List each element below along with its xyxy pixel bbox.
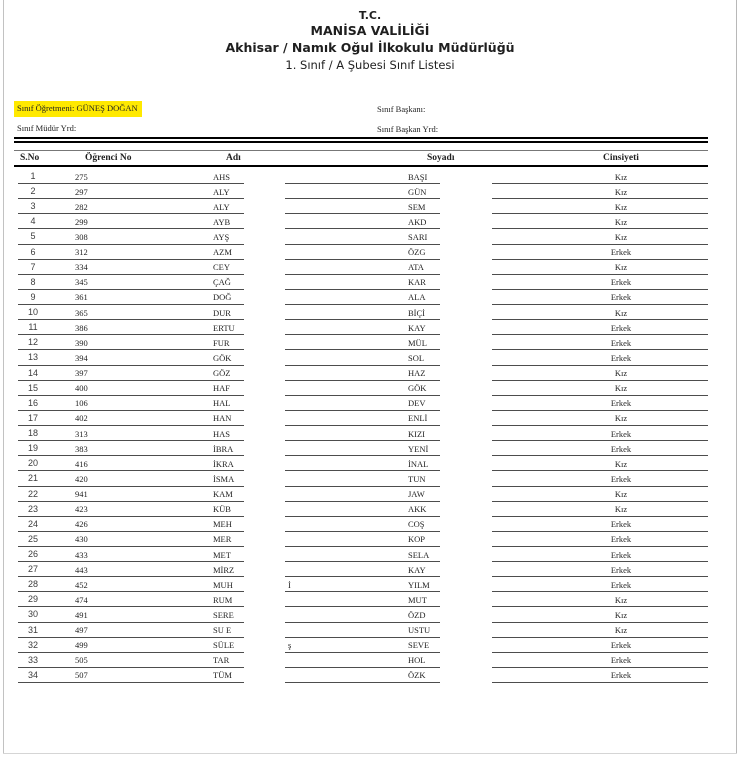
- first-name-cell: DOĞ: [213, 292, 232, 303]
- first-name-cell: MİRZ: [213, 564, 235, 575]
- table-row: [0, 441, 740, 456]
- first-name-cell: TAR: [213, 655, 230, 666]
- student-no-cell: 297: [75, 186, 88, 197]
- surname-cell: İNAL: [408, 458, 429, 469]
- table-row: [0, 592, 740, 607]
- surname-cell: AKD: [408, 216, 427, 227]
- first-name-cell: ÇAĞ: [213, 277, 231, 288]
- row-number-cell: 15: [27, 382, 38, 393]
- table-row: [0, 517, 740, 532]
- column-header-surname: Soyadı: [427, 153, 455, 163]
- row-number-cell: 8: [30, 276, 36, 287]
- gender-cell: Kız: [614, 368, 628, 379]
- gender-cell: Kız: [614, 262, 628, 273]
- governorship-title: MANİSA VALİLİĞİ: [310, 23, 430, 38]
- surname-cell: COŞ: [408, 519, 425, 530]
- student-no-cell: 499: [75, 640, 88, 651]
- row-number-cell: 20: [27, 458, 38, 469]
- first-name-cell: HAS: [213, 428, 231, 439]
- surname-cell: AKK: [408, 504, 427, 515]
- surname-cell: KOP: [408, 534, 426, 545]
- column-header-student-no: Öğrenci No: [85, 153, 132, 163]
- row-number-cell: 7: [30, 261, 36, 272]
- table-row: [0, 350, 740, 365]
- surname-cell: ÖZD: [408, 609, 426, 620]
- first-name-cell: KAM: [213, 489, 233, 500]
- table-row: [0, 471, 740, 486]
- republic-title: T.C.: [358, 9, 382, 22]
- student-no-cell: 941: [75, 489, 88, 500]
- row-number-cell: 12: [27, 337, 38, 348]
- table-row: [0, 214, 740, 229]
- first-name-cell: MET: [213, 549, 231, 560]
- surname-cell: BAŞI: [408, 171, 428, 182]
- table-row: [0, 456, 740, 471]
- first-name-cell: SÜLE: [213, 640, 235, 651]
- surname-cell: ENLİ: [408, 413, 428, 424]
- row-number-cell: 11: [28, 322, 38, 333]
- gender-cell: Erkek: [610, 352, 632, 363]
- surname-cell: BİÇİ: [408, 307, 425, 318]
- surname-cell: ÖZG: [408, 247, 426, 258]
- student-no-cell: 443: [75, 564, 88, 575]
- row-number-cell: 22: [27, 488, 38, 499]
- surname-cell: KIZI: [408, 428, 425, 439]
- first-name-cell: AZM: [213, 247, 232, 258]
- student-no-cell: 497: [75, 625, 88, 636]
- class-teacher-highlight: Sınıf Öğretmeni: GÜNEŞ DOĞAN: [14, 101, 142, 117]
- row-number-cell: 14: [27, 367, 38, 378]
- column-header-gender: Cinsiyeti: [603, 153, 639, 163]
- table-row: [0, 260, 740, 275]
- student-no-cell: 433: [75, 549, 88, 560]
- table-row: [0, 668, 740, 683]
- student-no-cell: 491: [75, 609, 88, 620]
- student-no-cell: 345: [75, 277, 88, 288]
- student-no-cell: 312: [75, 247, 88, 258]
- gender-cell: Kız: [614, 594, 628, 605]
- surname-cell: MUT: [408, 594, 427, 605]
- column-header-first-name: Adı: [226, 153, 241, 163]
- first-name-cell: FUR: [213, 337, 230, 348]
- first-name-cell: MER: [213, 534, 232, 545]
- gender-cell: Kız: [614, 171, 628, 182]
- gender-cell: Erkek: [610, 670, 632, 681]
- row-number-cell: 5: [30, 231, 36, 242]
- surname-cell: HAZ: [408, 368, 426, 379]
- first-name-cell: HAL: [213, 398, 231, 409]
- table-row: [0, 381, 740, 396]
- row-underline-seg2: [285, 682, 440, 683]
- student-no-cell: 313: [75, 428, 88, 439]
- document-header: [0, 8, 740, 74]
- first-name-cell: MEH: [213, 519, 232, 530]
- table-row: [0, 245, 740, 260]
- row-number-cell: 25: [27, 533, 38, 544]
- student-no-cell: 420: [75, 473, 88, 484]
- gender-cell: Erkek: [610, 277, 632, 288]
- first-name-cell: GÖZ: [213, 368, 231, 379]
- surname-cell: ÖZK: [408, 670, 426, 681]
- page-edge-bottom: [3, 753, 737, 754]
- row-number-cell: 10: [27, 307, 38, 318]
- gender-cell: Kız: [614, 504, 628, 515]
- table-row: [0, 532, 740, 547]
- surname-cell: MÜL: [408, 337, 427, 348]
- surname-cell: KAY: [408, 564, 426, 575]
- table-row: [0, 199, 740, 214]
- first-name-cell: ERTU: [213, 322, 235, 333]
- surname-cell: SARI: [408, 231, 428, 242]
- gender-cell: Erkek: [610, 534, 632, 545]
- table-row: [0, 607, 740, 622]
- gender-cell: Kız: [614, 186, 628, 197]
- surname-cell: ALA: [408, 292, 426, 303]
- first-name-cell: ALY: [213, 186, 230, 197]
- row-number-cell: 30: [27, 609, 38, 620]
- row-number-cell: 13: [27, 352, 38, 363]
- surname-cell: YENİ: [408, 443, 429, 454]
- student-no-cell: 275: [75, 171, 88, 182]
- student-no-cell: 474: [75, 594, 88, 605]
- student-no-cell: 416: [75, 458, 88, 469]
- row-number-cell: 28: [27, 579, 38, 590]
- surname-cell: KAY: [408, 322, 426, 333]
- table-row: [0, 638, 740, 653]
- first-name-cell: SU E: [213, 625, 232, 636]
- student-no-cell: 426: [75, 519, 88, 530]
- student-no-cell: 394: [75, 352, 88, 363]
- gender-cell: Kız: [614, 383, 628, 394]
- surname-cell: SOL: [408, 352, 425, 363]
- surname-cell: ATA: [408, 262, 424, 273]
- row-number-cell: 32: [27, 639, 38, 650]
- gender-cell: Erkek: [610, 564, 632, 575]
- gender-cell: Erkek: [610, 473, 632, 484]
- surname-cell: SEM: [408, 201, 426, 212]
- student-no-cell: 106: [75, 398, 88, 409]
- first-name-remnant-cell: ş: [288, 640, 292, 651]
- table-row: [0, 184, 740, 199]
- gender-cell: Erkek: [610, 247, 632, 258]
- surname-cell: GÖK: [408, 383, 427, 394]
- row-number-cell: 4: [30, 216, 36, 227]
- row-number-cell: 29: [27, 594, 38, 605]
- table-row: [0, 623, 740, 638]
- first-name-cell: RUM: [213, 594, 233, 605]
- row-underline-seg3: [492, 682, 708, 683]
- first-name-cell: MUH: [213, 579, 233, 590]
- surname-cell: DEV: [408, 398, 426, 409]
- first-name-cell: DUR: [213, 307, 231, 318]
- class-list-subtitle: 1. Sınıf / A Şubesi Sınıf Listesi: [285, 58, 455, 72]
- first-name-cell: GÖK: [213, 352, 232, 363]
- first-name-cell: HAF: [213, 383, 231, 394]
- table-row: [0, 335, 740, 350]
- surname-cell: JAW: [408, 489, 425, 500]
- gender-cell: Kız: [614, 489, 628, 500]
- student-no-cell: 365: [75, 307, 88, 318]
- gender-cell: Erkek: [610, 549, 632, 560]
- row-number-cell: 2: [30, 186, 36, 197]
- section-divider: [14, 137, 708, 143]
- gender-cell: Erkek: [610, 292, 632, 303]
- first-name-cell: SERE: [213, 609, 234, 620]
- gender-cell: Erkek: [610, 655, 632, 666]
- row-number-cell: 9: [30, 291, 36, 302]
- student-no-cell: 383: [75, 443, 88, 454]
- first-name-cell: İSMA: [213, 473, 235, 484]
- table-row: [0, 320, 740, 335]
- table-row: [0, 411, 740, 426]
- row-number-cell: 21: [27, 473, 38, 484]
- table-row: [0, 487, 740, 502]
- gender-cell: Kız: [614, 201, 628, 212]
- row-number-cell: 34: [27, 669, 38, 680]
- table-row: [0, 305, 740, 320]
- gender-cell: Erkek: [610, 398, 632, 409]
- first-name-cell: ALY: [213, 201, 230, 212]
- gender-cell: Erkek: [610, 337, 632, 348]
- first-name-cell: CEY: [213, 262, 230, 273]
- table-row: [0, 396, 740, 411]
- surname-cell: SEVE: [408, 640, 430, 651]
- student-no-cell: 507: [75, 670, 88, 681]
- table-row: [0, 366, 740, 381]
- student-no-cell: 386: [75, 322, 88, 333]
- student-no-cell: 361: [75, 292, 88, 303]
- deputy-principal-label: Sınıf Müdür Yrd:: [17, 123, 77, 133]
- first-name-cell: AYB: [213, 216, 231, 227]
- class-president-label: Sınıf Başkanı:: [377, 104, 426, 114]
- student-no-cell: 452: [75, 579, 88, 590]
- column-header-sno: S.No: [20, 153, 40, 163]
- gender-cell: Kız: [614, 458, 628, 469]
- table-header: [14, 150, 708, 167]
- first-name-remnant-cell: İ: [288, 579, 291, 590]
- row-number-cell: 23: [27, 503, 38, 514]
- student-no-cell: 308: [75, 231, 88, 242]
- first-name-cell: AYŞ: [213, 231, 230, 242]
- gender-cell: Erkek: [610, 428, 632, 439]
- gender-cell: Kız: [614, 231, 628, 242]
- row-number-cell: 26: [27, 549, 38, 559]
- gender-cell: Kız: [614, 625, 628, 636]
- gender-cell: Kız: [614, 307, 628, 318]
- surname-cell: SELA: [408, 549, 430, 560]
- first-name-cell: KÜB: [213, 504, 231, 515]
- student-no-cell: 400: [75, 383, 88, 394]
- gender-cell: Kız: [614, 609, 628, 620]
- first-name-cell: TÜM: [213, 670, 232, 681]
- row-number-cell: 31: [27, 624, 38, 635]
- row-number-cell: 17: [27, 412, 38, 423]
- row-underline-seg1: [18, 682, 244, 683]
- row-number-cell: 16: [27, 397, 38, 408]
- row-number-cell: 24: [27, 518, 38, 529]
- surname-cell: YILM: [408, 579, 430, 590]
- student-no-cell: 505: [75, 655, 88, 666]
- first-name-cell: İBRA: [213, 443, 234, 454]
- gender-cell: Kız: [614, 216, 628, 227]
- first-name-cell: AHS: [213, 171, 231, 182]
- gender-cell: Erkek: [610, 443, 632, 454]
- surname-cell: KAR: [408, 277, 426, 288]
- table-row: [0, 426, 740, 441]
- gender-cell: Erkek: [610, 579, 632, 590]
- table-row: [0, 577, 740, 592]
- surname-cell: GÜN: [408, 186, 427, 197]
- table-row: [0, 653, 740, 668]
- gender-cell: Erkek: [610, 322, 632, 333]
- row-number-cell: 33: [27, 654, 38, 665]
- student-no-cell: 334: [75, 262, 88, 273]
- table-row: [0, 169, 740, 184]
- school-title: Akhisar / Namık Oğul İlkokulu Müdürlüğü: [225, 40, 515, 55]
- row-number-cell: 1: [30, 171, 36, 181]
- class-vice-president-label: Sınıf Başkan Yrd:: [377, 124, 439, 134]
- first-name-cell: HAN: [213, 413, 232, 424]
- table-row: [0, 275, 740, 290]
- student-no-cell: 397: [75, 368, 88, 379]
- student-no-cell: 430: [75, 534, 88, 545]
- first-name-cell: İKRA: [213, 458, 234, 469]
- surname-cell: USTU: [408, 625, 431, 636]
- gender-cell: Erkek: [610, 519, 632, 530]
- table-row: [0, 502, 740, 517]
- table-row: [0, 229, 740, 244]
- gender-cell: Kız: [614, 413, 628, 424]
- surname-cell: HOL: [408, 655, 426, 666]
- gender-cell: Erkek: [610, 640, 632, 651]
- row-number-cell: 3: [30, 201, 36, 212]
- student-no-cell: 402: [75, 413, 88, 424]
- table-row: [0, 290, 740, 305]
- row-number-cell: 18: [27, 428, 38, 439]
- student-no-cell: 299: [75, 216, 88, 227]
- student-no-cell: 390: [75, 337, 88, 348]
- surname-cell: TUN: [408, 473, 426, 484]
- table-row: [0, 562, 740, 577]
- student-no-cell: 423: [75, 504, 88, 515]
- student-no-cell: 282: [75, 201, 88, 212]
- table-row: [0, 547, 740, 562]
- row-number-cell: 6: [30, 246, 36, 257]
- row-number-cell: 19: [27, 443, 38, 454]
- row-number-cell: 27: [27, 564, 38, 575]
